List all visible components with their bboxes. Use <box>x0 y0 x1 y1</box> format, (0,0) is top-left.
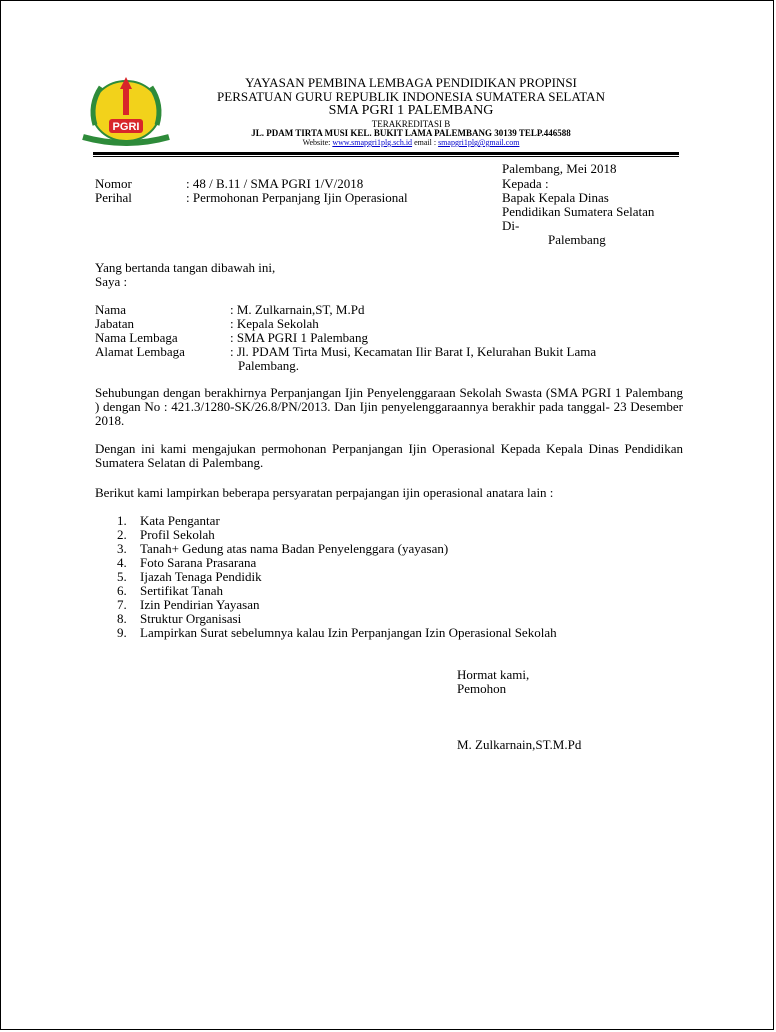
letterhead-address: JL. PDAM TIRTA MUSI KEL. BUKIT LAMA PALEMBANG 30139 TELP.446588 <box>251 128 571 138</box>
list-item: Profil Sekolah <box>140 527 215 542</box>
list-item: Izin Pendirian Yayasan <box>140 597 260 612</box>
letterhead-line-1: YAYASAN PEMBINA LEMBAGA PENDIDIKAN PROPINSI <box>245 75 577 90</box>
list-item-number: 2. <box>117 527 127 542</box>
perihal-label: Perihal <box>95 190 132 205</box>
opening-line-1: Yang bertanda tangan dibawah ini, <box>95 260 276 275</box>
recipient-line-1: Kepada : <box>502 176 549 191</box>
letterhead-contact <box>161 138 661 147</box>
email-link[interactable]: smapgri1plg@gmail.com <box>438 138 520 147</box>
list-item: Kata Pengantar <box>140 513 220 528</box>
list-item-number: 4. <box>117 555 127 570</box>
recipient-line-3: Pendidikan Sumatera Selatan <box>502 204 655 219</box>
paragraph-1: Sehubungan dengan berakhirnya Perpanjangan Ijin Penyelenggaraan Sekolah Swasta (SMA PGRI 1 Palembang ) dengan No : 421.3/1280-SK/26.8/PN/2013. Dan Ijin penyelenggaraannya berakhir pada tanggal- 23 Desember 2018. <box>95 385 683 428</box>
website-label: Website: <box>302 138 331 147</box>
recipient-line-5: Palembang <box>548 232 606 247</box>
identity-label-position: Jabatan <box>95 316 134 331</box>
list-item-number: 5. <box>117 569 127 584</box>
list-item-number: 3. <box>117 541 127 556</box>
identity-value-position: : Kepala Sekolah <box>230 316 319 331</box>
email-label: email : <box>414 138 437 147</box>
list-item: Sertifikat Tanah <box>140 583 223 598</box>
list-item-number: 7. <box>117 597 127 612</box>
list-item-number: 9. <box>117 625 127 640</box>
perihal-value: : Permohonan Perpanjang Ijin Operasional <box>186 190 408 205</box>
logo-text: PGRI <box>112 121 140 133</box>
paragraph-3: Berikut kami lampirkan beberapa persyaratan perpajangan ijin operasional anatara lain : <box>95 485 554 500</box>
identity-value-name: : M. Zulkarnain,ST, M.Pd <box>230 302 365 317</box>
list-item-number: 8. <box>117 611 127 626</box>
list-item: Foto Sarana Prasarana <box>140 555 257 570</box>
list-item: Ijazah Tenaga Pendidik <box>140 569 262 584</box>
identity-label-address: Alamat Lembaga <box>95 344 185 359</box>
identity-value-institution: : SMA PGRI 1 Palembang <box>230 330 368 345</box>
list-item: Lampirkan Surat sebelumnya kalau Izin Perpanjangan Izin Operasional Sekolah <box>140 625 557 640</box>
identity-label-institution: Nama Lembaga <box>95 330 178 345</box>
signatory-name: M. Zulkarnain,ST.M.Pd <box>457 737 582 752</box>
identity-label-name: Nama <box>95 302 127 317</box>
identity-address-continuation: Palembang. <box>238 358 300 373</box>
recipient-line-2: Bapak Kepala Dinas <box>502 190 609 205</box>
closing-role: Pemohon <box>457 681 507 696</box>
pgri-logo <box>79 75 173 149</box>
letterhead-divider <box>93 152 679 155</box>
identity-value-address: : Jl. PDAM Tirta Musi, Kecamatan Ilir Barat I, Kelurahan Bukit Lama <box>230 344 597 359</box>
recipient-line-4: Di- <box>502 218 520 233</box>
date-place: Palembang, Mei 2018 <box>502 161 617 176</box>
paragraph-2: Dengan ini kami mengajukan permohonan Perpanjangan Ijin Operasional Kepada Kepala Dinas Pendidikan Sumatera Selatan di Palembang. <box>95 441 683 470</box>
closing-greeting: Hormat kami, <box>457 667 530 682</box>
letterhead-divider-thin <box>93 156 679 157</box>
list-item-number: 6. <box>117 583 127 598</box>
letterhead-accreditation: TERAKREDITASI B <box>371 119 451 129</box>
list-item: Struktur Organisasi <box>140 611 242 626</box>
website-link[interactable]: www.smapgri1plg.sch.id <box>332 138 413 147</box>
letterhead-line-2: PERSATUAN GURU REPUBLIK INDONESIA SUMATERA SELATAN <box>217 89 605 104</box>
list-item: Tanah+ Gedung atas nama Badan Penyelenggara (yayasan) <box>140 541 449 556</box>
nomor-value: : 48 / B.11 / SMA PGRI 1/V/2018 <box>186 176 364 191</box>
opening-line-2: Saya : <box>95 274 128 289</box>
letterhead-school-name: SMA PGRI 1 PALEMBANG <box>328 103 494 118</box>
nomor-label: Nomor <box>95 176 132 191</box>
list-item-number: 1. <box>117 513 127 528</box>
